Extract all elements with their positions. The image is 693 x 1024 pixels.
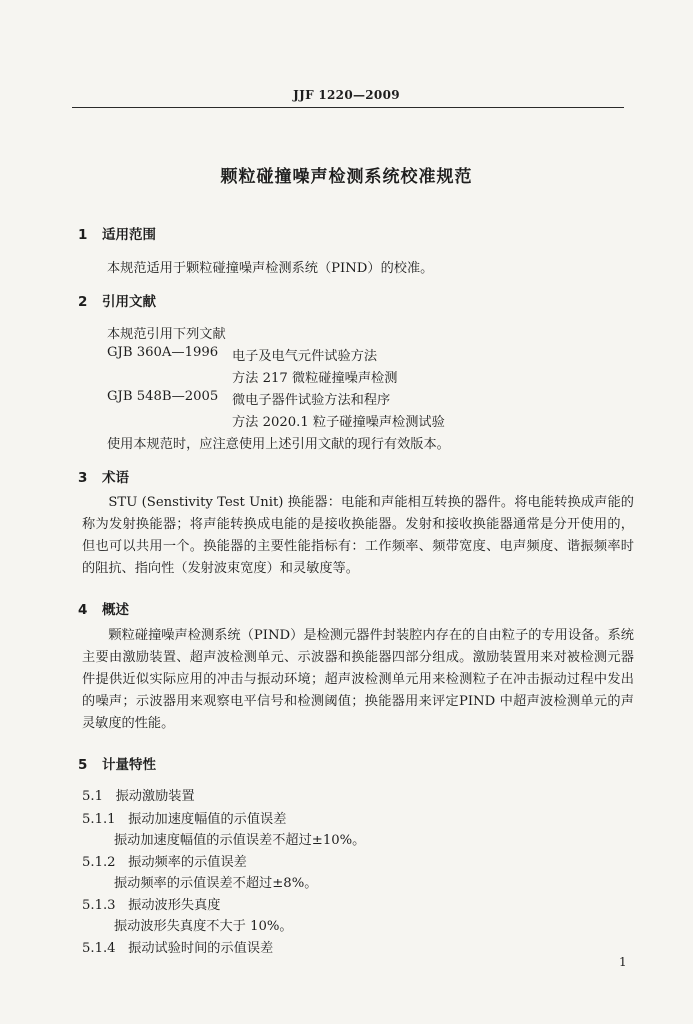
section-number: 1: [78, 227, 88, 243]
clause-title: 振动波形失真度: [128, 898, 221, 913]
subsection-title: 振动激励装置: [115, 789, 195, 804]
section-title: 引用文献: [102, 294, 156, 310]
reference-code: GJB 548B—2005: [107, 389, 219, 404]
clause-number: 5.1.3: [82, 898, 116, 913]
section-4-heading: [78, 598, 129, 618]
subsection-5-1: [82, 785, 195, 804]
references-note: 使用本规范时，应注意使用上述引用文献的现行有效版本。: [107, 437, 450, 452]
clause-title: 振动频率的示值误差: [128, 855, 247, 870]
reference-name: 电子及电气元件试验方法: [232, 349, 378, 364]
header-rule: [72, 107, 624, 108]
clause-body: 振动加速度幅值的示值误差不超过±10%。: [114, 833, 366, 848]
clause-heading: [82, 937, 273, 956]
clause-number: 5.1.4: [82, 941, 116, 956]
section-title: 概述: [102, 602, 129, 618]
section-1-heading: [78, 223, 156, 243]
section-title: 计量特性: [102, 757, 156, 773]
section-2-heading: [78, 290, 156, 310]
references-intro: 本规范引用下列文献: [107, 327, 226, 342]
document-title: 颗粒碰撞噪声检测系统校准规范: [220, 167, 473, 187]
section-number: 3: [78, 470, 88, 486]
section-number: 2: [78, 294, 88, 310]
section-1-body: 本规范适用于颗粒碰撞噪声检测系统（PIND）的校准。: [107, 261, 434, 276]
clause-number: 5.1.1: [82, 812, 116, 827]
reference-code: GJB 360A—1996: [107, 345, 219, 360]
clause-title: 振动加速度幅值的示值误差: [128, 812, 287, 827]
clause-body: 振动波形失真度不大于 10%。: [114, 919, 293, 934]
subsection-number: 5.1: [82, 789, 103, 804]
section-4-paragraph: 颗粒碰撞噪声检测系统（PIND）是检测元器件封装腔内存在的自由粒子的专用设备。系统主要由激励装置、超声波检测单元、示波器和换能器四部分组成。激励装置用来对被检测元器件提供近似实际应用的冲击与振动环境；超声波检测单元用来检测粒子在冲击振动过程中发出的噪声；示波器用来观察电平信号和检测阈值；换能器用来评定PIND 中超声波检测单元的声灵敏度的性能。: [82, 628, 634, 731]
clause-number: 5.1.2: [82, 855, 116, 870]
section-title: 术语: [102, 470, 129, 486]
section-3-paragraph: STU (Senstivity Test Unit) 换能器：电能和声能相互转换的器件。将电能转换成声能的称为发射换能器；将声能转换成电能的是接收换能器。发射和接收换能器通常是分开使用的，但也可以共用一个。换能器的主要性能指标有：工作频率、频带宽度、电声频度、谐振频率时的阻抗、指向性（发射波束宽度）和灵敏度等。: [82, 495, 634, 576]
section-5-heading: [78, 753, 156, 773]
clause-body: 振动频率的示值误差不超过±8%。: [114, 876, 318, 891]
clause-heading: [82, 808, 286, 827]
section-number: 4: [78, 602, 88, 618]
section-3-heading: [78, 466, 129, 486]
section-number: 5: [78, 757, 88, 773]
page-number: 1: [619, 955, 627, 969]
section-title: 适用范围: [102, 227, 156, 243]
clause-heading: [82, 894, 220, 913]
reference-method: 方法 2020.1 粒子碰撞噪声检测试验: [232, 415, 445, 430]
reference-name: 微电子器件试验方法和程序: [232, 393, 391, 408]
clause-heading: [82, 851, 247, 870]
standard-code-header: JJF 1220—2009: [293, 88, 400, 102]
reference-method: 方法 217 微粒碰撞噪声检测: [232, 371, 398, 386]
clause-title: 振动试验时间的示值误差: [128, 941, 274, 956]
